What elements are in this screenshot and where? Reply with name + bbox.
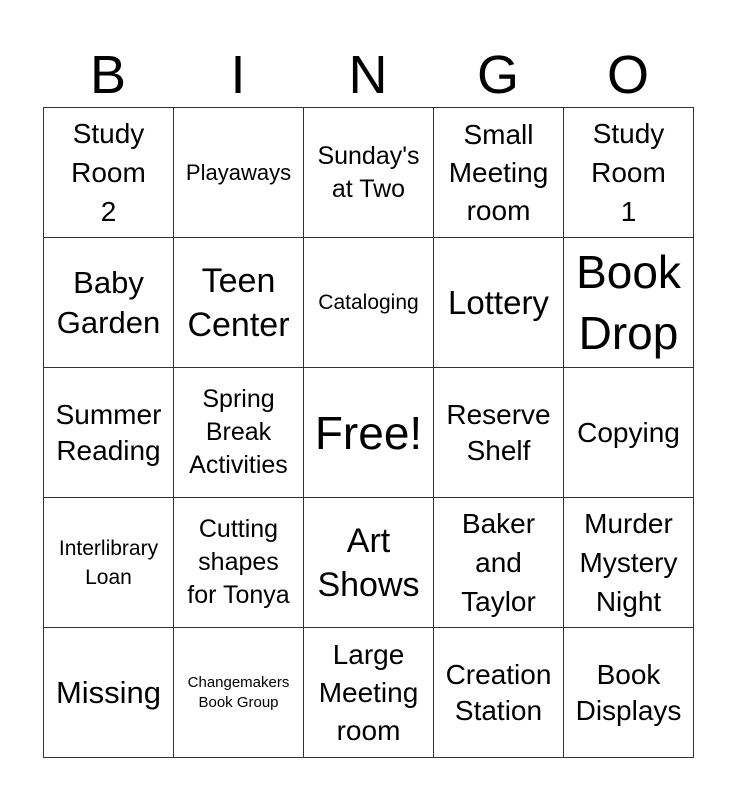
cell-label: Large Meeting room [318, 638, 419, 746]
header-letter-o: O [606, 45, 649, 105]
bingo-cell[interactable] [44, 628, 174, 758]
bingo-cell[interactable] [434, 238, 564, 368]
bingo-cell[interactable] [434, 108, 564, 238]
bingo-cell[interactable] [174, 368, 304, 498]
bingo-cell[interactable] [564, 368, 694, 498]
bingo-cell[interactable] [434, 628, 564, 758]
cell-label: Reserve Shelf [446, 398, 551, 466]
header-letter-b: B [89, 45, 127, 105]
bingo-cell[interactable] [304, 108, 434, 238]
bingo-cell[interactable] [174, 498, 304, 628]
header-letter-i: I [230, 45, 246, 105]
cell-label: Playaways [185, 159, 292, 185]
bingo-cell[interactable] [564, 628, 694, 758]
cell-label: Study Room 1 [591, 118, 666, 227]
cell-label: Changemakers Book Group [187, 673, 290, 711]
bingo-cell[interactable] [564, 108, 694, 238]
bingo-cell[interactable] [174, 238, 304, 368]
header-letter-n: N [348, 45, 388, 105]
cell-label: Baby Garden [56, 264, 161, 340]
cell-label: Copying [577, 416, 680, 448]
cell-label: Cutting shapes for Tonya [187, 515, 290, 609]
cell-label: Sunday's at Two [317, 141, 420, 203]
cell-label: Teen Center [187, 261, 290, 344]
cell-label: Small Meeting room [448, 118, 549, 226]
bingo-cell[interactable] [304, 628, 434, 758]
bingo-cell[interactable] [564, 498, 694, 628]
bingo-cell[interactable] [44, 368, 174, 498]
cell-label: Book Drop [576, 245, 681, 359]
bingo-cell[interactable] [304, 238, 434, 368]
bingo-cell[interactable] [434, 498, 564, 628]
cell-label: Lottery [448, 283, 549, 321]
cell-label: Murder Mystery Night [579, 508, 678, 617]
bingo-cell[interactable] [174, 628, 304, 758]
cell-label: Book Displays [575, 658, 682, 726]
bingo-header [43, 42, 693, 108]
bingo-cell[interactable] [434, 368, 564, 498]
bingo-cell[interactable] [44, 108, 174, 238]
header-letter-g: G [476, 45, 519, 105]
free-space-label: Free! [314, 406, 423, 459]
cell-label: Cataloging [318, 290, 419, 314]
cell-label: Summer Reading [55, 398, 162, 466]
cell-label: Missing [55, 674, 162, 710]
cell-label: Art Shows [317, 521, 420, 604]
bingo-card-grid [43, 107, 694, 758]
bingo-cell[interactable] [304, 368, 434, 498]
cell-label: Spring Break Activities [189, 385, 288, 479]
cell-label: Interlibrary Loan [58, 536, 159, 589]
cell-label: Study Room 2 [71, 118, 146, 227]
bingo-cell[interactable] [564, 238, 694, 368]
bingo-cell[interactable] [174, 108, 304, 238]
cell-label: Baker and Taylor [461, 508, 536, 617]
bingo-cell[interactable] [44, 498, 174, 628]
cell-label: Creation Station [445, 658, 552, 726]
bingo-cell[interactable] [304, 498, 434, 628]
bingo-cell[interactable] [44, 238, 174, 368]
